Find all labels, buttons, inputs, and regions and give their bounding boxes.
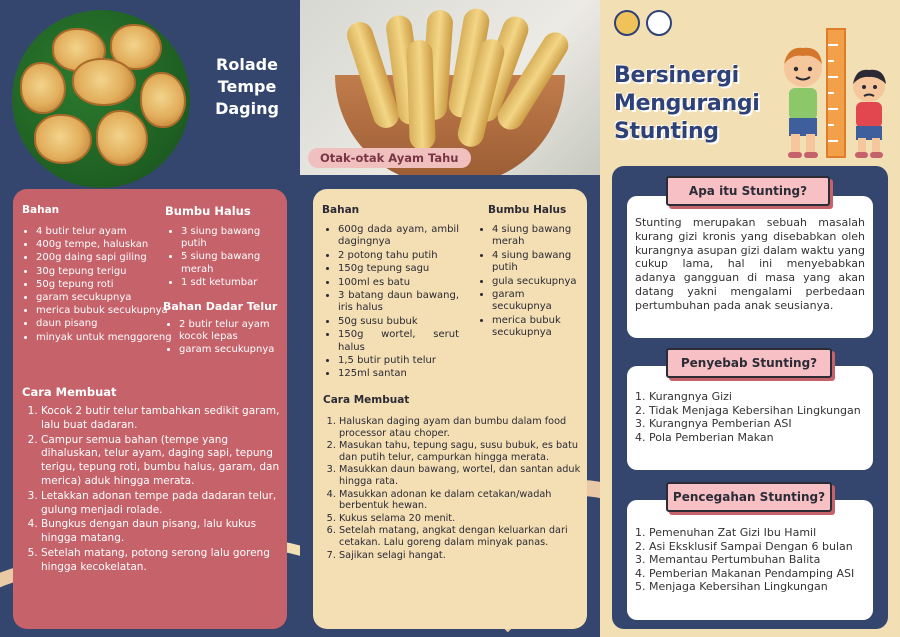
bumbu-list: • 4 siung bawang merah • 4 siung bawang putih • gula secukupnya • garam secukupnya • merica bubuk secukupnya bbox=[479, 224, 583, 341]
cara-heading: Cara Membuat bbox=[323, 394, 410, 406]
bahan-heading: Bahan bbox=[322, 204, 360, 216]
bahan-list: • 600g dada ayam, ambil dagingnya • 2 potong tahu putih • 150g tepung sagu • 100ml es batu • 3 batang daun bawang, iris halus • 50g susu bubuk • 150g wortel, serut halus • 1,5 butir putih telur • 125ml santan bbox=[325, 224, 459, 382]
recipe-caption: Otak-otak Ayam Tahu bbox=[308, 148, 471, 168]
bahan-heading: Bahan bbox=[22, 204, 60, 216]
tall-child-icon bbox=[774, 44, 832, 160]
logo-icon bbox=[646, 10, 672, 36]
logo-icon bbox=[614, 10, 640, 36]
penyebab-list: 1. Kurangnya Gizi 2. Tidak Menjaga Kebersihan Lingkungan 3. Kurangnya Pemberian ASI 4. Pola Pemberian Makan bbox=[635, 390, 863, 444]
cara-list: 1. Kocok 2 butir telur tambahkan sedikit garam, lalu buat dadaran. 2. Campur semua bahan (tempe yang dihaluskan, telur ayam, daging sapi, tepung terigu, tepung roti, bumbu halus, garam, dan merica) aduk hingga merata. 3. Letakkan adonan tempe pada dadaran telur, gulung menjadi rolade. 4. Bungkus dengan daun pisang, lalu kukus hingga matang. 5. Setelah matang, potong serong lalu goreng hingga kecokelatan. bbox=[25, 405, 281, 576]
rolade-recipe-card bbox=[13, 189, 287, 629]
apa-text: Stunting merupakan sebuah masalah kurang gizi kronis yang disebabkan oleh kurangnya asupan gizi dalam waktu yang cukup lama, hal ini menyebabkan adanya gangguan di masa yang akan datang yakni mengalami perbedaan pertumbuhan pada anak seusianya. bbox=[635, 216, 865, 312]
pencegahan-list: 1. Pemenuhan Zat Gizi Ibu Hamil 2. Asi Eksklusif Sampai Dengan 6 bulan 3. Memantau Pertumbuhan Balita 4. Pemberian Makanan Pendamping ASI 5. Menjaga Kebersihan Lingkungan bbox=[635, 526, 869, 594]
recipe-title: Rolade Tempe Daging bbox=[215, 55, 279, 118]
penyebab-heading: Penyebab Stunting? bbox=[666, 348, 832, 378]
dadar-heading: Bahan Dadar Telur bbox=[163, 300, 278, 313]
dadar-list: • 2 butir telur ayam kocok lepas • garam secukupnya bbox=[166, 319, 284, 358]
bumbu-heading: Bumbu Halus bbox=[165, 204, 251, 218]
penyebab-card bbox=[627, 366, 873, 470]
bumbu-heading: Bumbu Halus bbox=[488, 204, 567, 216]
page-title: Bersinergi Mengurangi Stunting bbox=[614, 63, 760, 144]
short-child-icon bbox=[846, 66, 892, 160]
apa-heading: Apa itu Stunting? bbox=[666, 176, 830, 206]
bumbu-list: • 3 siung bawang putih • 5 siung bawang merah • 1 sdt ketumbar bbox=[168, 226, 286, 290]
cara-heading: Cara Membuat bbox=[22, 385, 117, 399]
panel-rolade bbox=[0, 0, 300, 637]
apa-card bbox=[627, 196, 873, 338]
bahan-list: • 4 butir telur ayam • 400g tempe, haluskan • 200g daing sapi giling • 30g tepung terigu • 50g tepung roti • garam secukupnya • merica bubuk secukupnya • daun pisang • minyak untuk menggoreng bbox=[23, 226, 173, 345]
rolade-photo bbox=[12, 10, 190, 188]
panel-otak-otak bbox=[300, 0, 600, 637]
cara-list: 1. Haluskan daging ayam dan bumbu dalam food processor atau choper. 2. Masukan tahu, tepung sagu, susu bubuk, es batu dan putih telur, campurkan hingga merata. 3. Masukkan daun bawang, wortel, dan santan aduk hingga rata. 4. Masukkan adonan ke dalam cetakan/wadah berbentuk hewan. 5. Kukus selama 20 menit. 6. Setelah matang, angkat dengan keluarkan dari cetakan. Lalu goreng dalam minyak panas. 7. Sajikan selagi hangat. bbox=[323, 416, 581, 562]
pencegahan-heading: Pencegahan Stunting? bbox=[666, 482, 832, 512]
pencegahan-card bbox=[627, 500, 873, 620]
otak-otak-recipe-card bbox=[313, 189, 587, 629]
